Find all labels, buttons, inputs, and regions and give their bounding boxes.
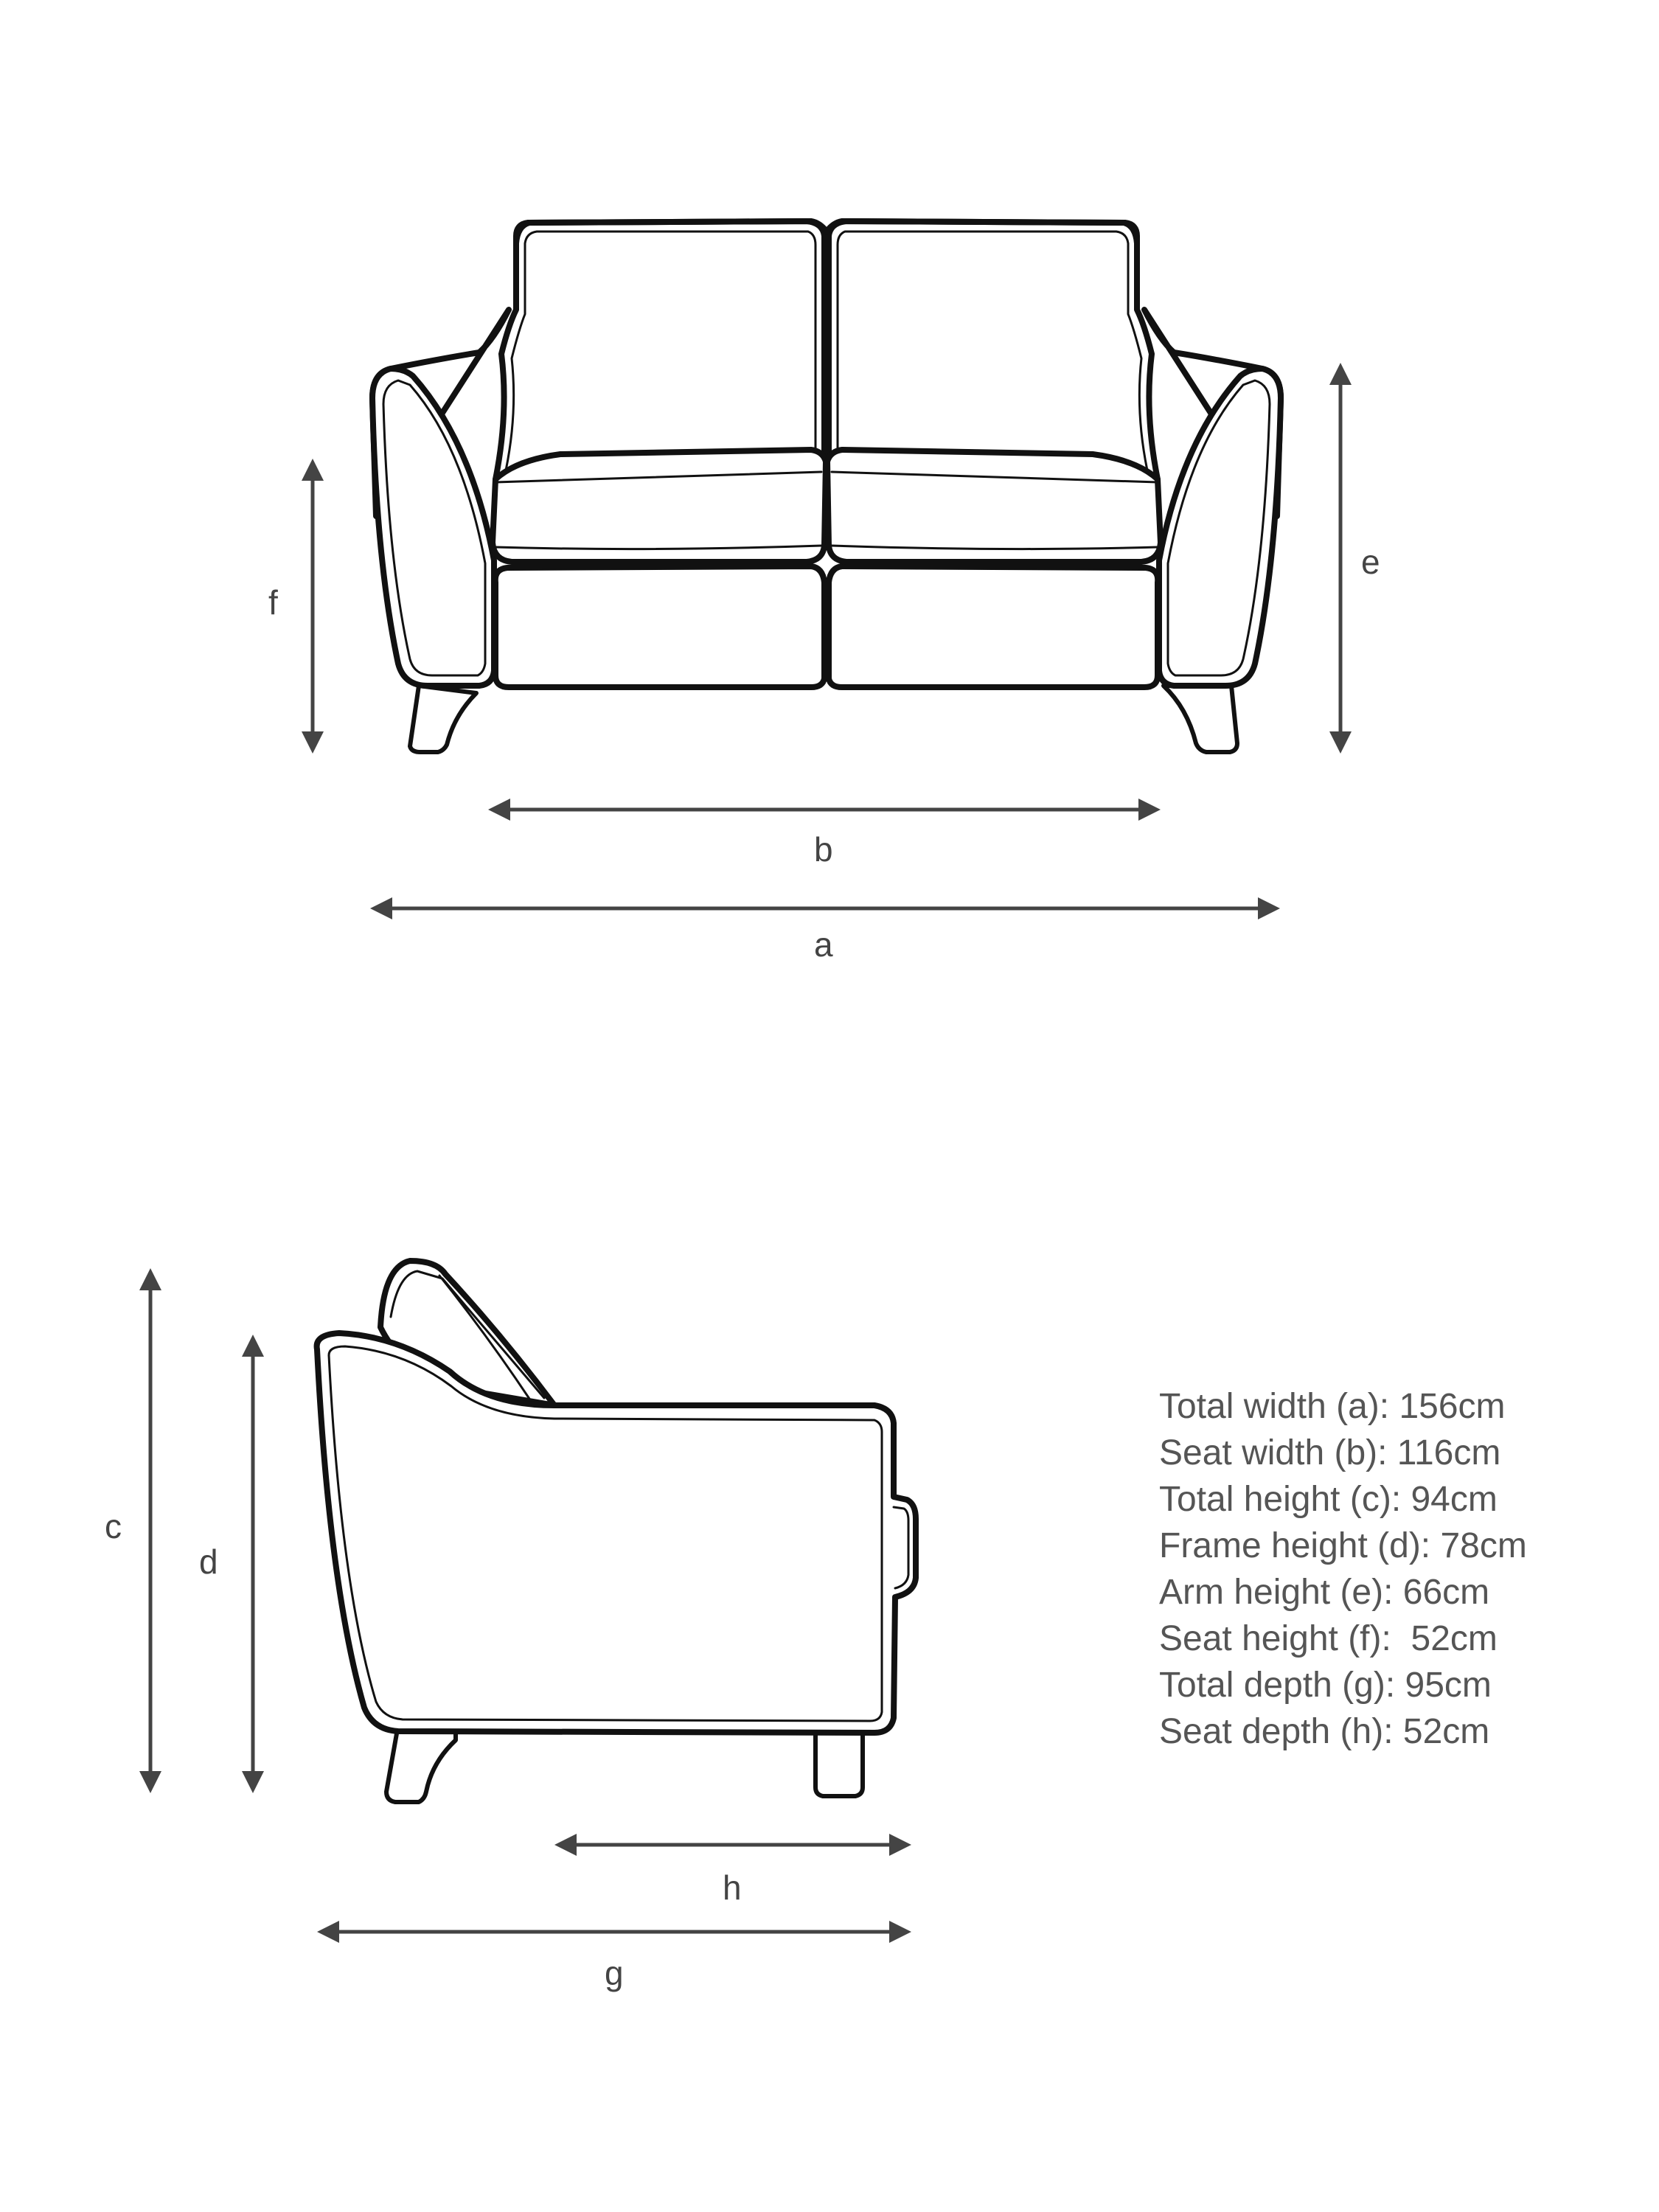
front-left-leg (410, 686, 476, 752)
side-view-sofa (317, 1261, 916, 1802)
spec-seat-height: Seat height (f): 52cm (1159, 1619, 1498, 1658)
dimension-arrow-a (370, 897, 1280, 919)
base-left (495, 566, 824, 687)
dimension-arrow-e (1329, 363, 1352, 754)
dimension-arrow-f (302, 459, 324, 754)
spec-arm-height: Arm height (e): 66cm (1159, 1573, 1490, 1612)
dimension-arrow-h (554, 1834, 911, 1856)
front-right-leg (1164, 686, 1237, 752)
label-f: f (268, 583, 278, 622)
spec-seat-width: Seat width (b): 116cm (1159, 1433, 1501, 1472)
front-view-sofa (372, 221, 1281, 752)
dimension-arrow-c (139, 1268, 161, 1793)
side-body (317, 1333, 916, 1733)
dimension-arrow-d (242, 1335, 264, 1793)
back-cushion-left (495, 221, 824, 479)
side-front-leg (815, 1725, 863, 1796)
label-g: g (605, 1954, 624, 1992)
back-cushion-right (829, 221, 1158, 479)
seat-cushion-right (827, 450, 1161, 562)
spec-frame-height: Frame height (d): 78cm (1159, 1526, 1527, 1565)
dimension-arrow-g (317, 1921, 911, 1943)
spec-total-width: Total width (a): 156cm (1159, 1387, 1506, 1426)
base-right (829, 566, 1158, 687)
label-e: e (1361, 543, 1380, 581)
seat-cushion-left (493, 450, 826, 562)
label-d: d (199, 1543, 218, 1581)
label-a: a (814, 925, 833, 964)
spec-seat-depth: Seat depth (h): 52cm (1159, 1712, 1490, 1751)
spec-total-depth: Total depth (g): 95cm (1159, 1666, 1492, 1705)
label-b: b (814, 830, 833, 869)
side-back-leg (386, 1725, 456, 1802)
label-h: h (723, 1868, 742, 1907)
dimension-arrow-b (488, 799, 1161, 821)
spec-total-height: Total height (c): 94cm (1159, 1480, 1498, 1519)
label-c: c (105, 1507, 122, 1545)
dimension-spec-list (1159, 1383, 1527, 1755)
